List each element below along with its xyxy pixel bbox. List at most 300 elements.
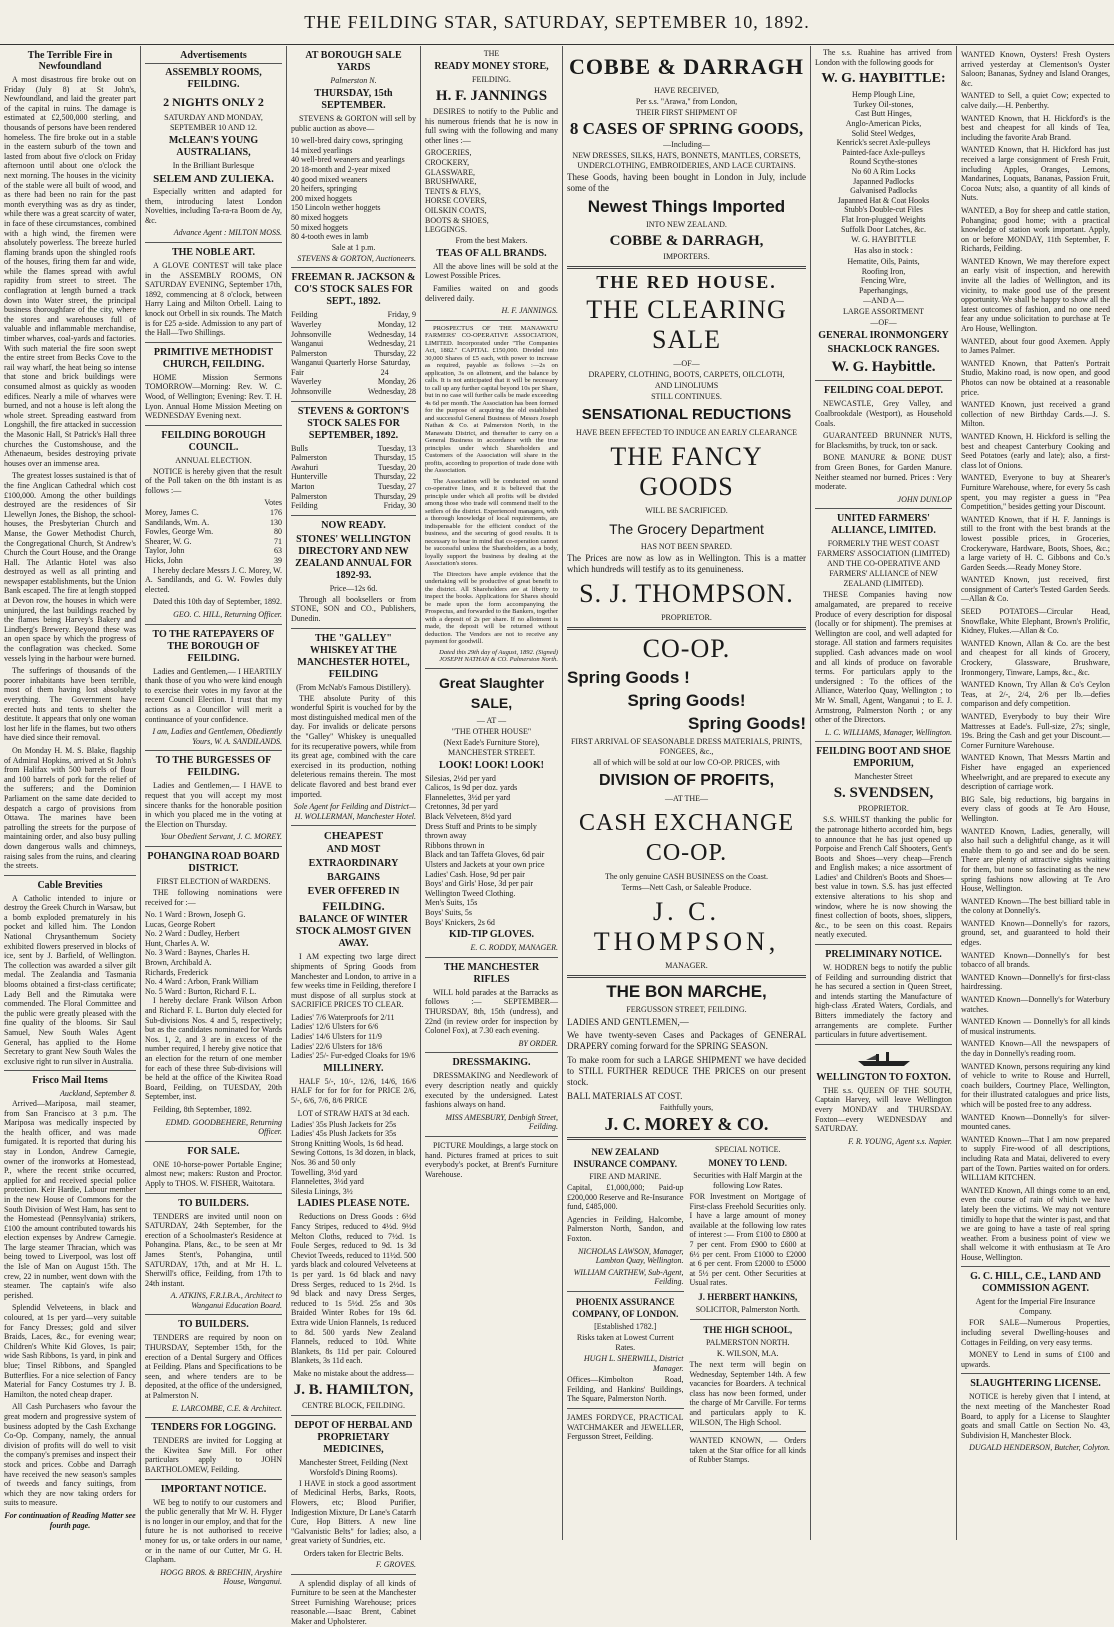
ad-heading: MILLINERY. xyxy=(323,1062,384,1074)
ad-heading: AND MOST xyxy=(326,844,381,856)
list-item: Anglo-American Picks, xyxy=(845,118,922,128)
ad-text: FORMERLY THE WEST COAST FARMERS' ASSOCIATION (LIMITED) AND THE CO-OPERATIVE AND FARMERS' ALLIANCE of NEW ZEALAND (LIMITED). xyxy=(817,539,950,589)
divider xyxy=(815,741,952,742)
ad-text: PROPRIETOR. xyxy=(858,804,909,814)
row-label: Palmerston xyxy=(291,491,327,501)
votes-label: Votes xyxy=(264,498,282,508)
wanted-notice: WANTED Known, persons requiring any kind of vehicle to write to Rouse and Hurrell, coach builders, Courtney Place, Wellington, for their illustrated catalogues and price lists, which will be posted free to any address. xyxy=(961,1061,1110,1109)
prospectus-text: PROSPECTUS OF THE MANAWATU FARMERS' CO-OPERATIVE ASSOCIATION, LIMITED. Incorporated under "The Companies Act, 1882." CAPITAL £150,000. Divided into 30,000 Shares of £5 each, with power to increase as required, payable as follows :—2s on application, 3s on allotment, and the balance by calls. It is not anticipated that it will be necessary to call up any further capital beyond 10s per Share, but in no case will further calls be made exceeding 4s 6d per month. The Association has been formed for the purpose of acquiring the old established and successful General Business of Messrs Joseph Nathan & Co. at Palmerston North, in the Manawatu District, and thereafter to carry on a General Business in accordance with the true principles under which Shareholders and Customers of the Association will share in the profits, according to proportion of trade done with the Association. xyxy=(425,324,558,475)
wanted-notice: WANTED Known—Donnelly's for silver-mounted canes. xyxy=(961,1112,1110,1132)
list-item: Strong Knitting Wools, 1s 6d head. xyxy=(291,1138,404,1148)
ad-date: Dated this 10th day of September, 1892. xyxy=(153,597,282,607)
ad-text: Agencies in Feilding, Halcombe, Palmerston North, Sandon, and Foxton. xyxy=(567,1214,684,1243)
list-item: 20 heifers, springing xyxy=(291,184,357,194)
row-value: Thursday, 22 xyxy=(374,348,416,358)
continuation-note: For continuation of Reading Matter see fourth page. xyxy=(4,1510,136,1530)
notice-ads xyxy=(690,1144,807,1468)
list-row xyxy=(291,492,416,502)
wanted-notice: SEED POTATOES—Circular Head, Snowflake, White Elephant, Brown's Prolific, Kidney, Flukes.—Allan & Co. xyxy=(961,607,1110,636)
ad-text: I hereby declare Messrs J. C. Morey, W. A. Sandilands, and G. W. Fowles duly elected. xyxy=(145,565,282,594)
wanted-notice: WANTED Known, that H. Hickford has just received a large consignment of Fresh Fruit, including Apples, Oranges, Lemons, Mandarines, Loquats, Bananas, Passion Fruit, Cocoa Nuts; also, a quantity of all kinds of Nuts. xyxy=(961,145,1110,203)
ad-text: FOR Investment on Mortgage of First-class Freehold Securities only. I have a large amount of money available at the following low rates of interest :— From £100 to £800 at 7 per cent. From £900 to £600 at 6½ per cent. From £1000 to £2000 at 6 per cent. From £2000 to £5000 at 5½ per cent. Other Securities at Usual rates. xyxy=(689,1192,806,1288)
wanted-notice: WANTED Known, Allan & Co. are the best and cheapest for all kinds of Grocery, Crockery, Glassware, Brushware, Ironmongery, Tinware, Lamps, &c., &c. xyxy=(961,638,1110,677)
ad-text: K. WILSON, M.A. xyxy=(716,1348,779,1358)
ad-heading: THE NOBLE ART. xyxy=(171,246,256,258)
list-item: Boys' Suits, 5s xyxy=(425,908,473,917)
column-wanted xyxy=(957,48,1114,1540)
ad-text: Risks taken at Lowest Current Rates. xyxy=(576,1332,674,1352)
row-value: Monday, 12 xyxy=(377,319,416,329)
list-item: Ladies' 35s Plush Jackets for 25s xyxy=(291,1119,397,1129)
list-item: 50 mixed hoggets xyxy=(291,222,348,232)
ad-text: THE absolute Purity of this wonderful Spirit is vouched for by the most distinguished medical men of the day. For invalids or delicate persons the "Galley" Whiskey is unequalled for its recuperative powers, while from its great age, combined with the care exercised in its production, nothing deleterious remains therein. The most delicate flavored and best brand ever imported. xyxy=(291,693,416,799)
row-label: Johnsonville xyxy=(291,387,332,397)
ad-heading: THE "GALLEY" WHISKEY AT THE MANCHESTER HOTEL, FEILDING xyxy=(297,632,410,680)
list-item: Brown, Archibald A. xyxy=(145,958,212,968)
goods-list xyxy=(815,90,952,234)
ad-signature: NICHOLAS LAWSON, Manager, Lambton Quay, Wellington. xyxy=(578,1246,684,1266)
list-item: LEGGINGS. xyxy=(425,225,467,235)
list-row xyxy=(291,444,416,454)
ad-heading: ASSEMBLY ROOMS, FEILDING. xyxy=(165,67,262,90)
ad-subheading: (From McNab's Famous Distillery). xyxy=(296,682,411,692)
wanted-notice: WANTED Known, Try Allan & Co's Ceylon Teas, at 2/-, 2/4, 2/6 per lb.—defies comparison and defy competition. xyxy=(961,680,1110,709)
ad-heading: DEPOT OF HERBAL AND PROPRIETARY MEDICINES, xyxy=(294,1419,413,1455)
ad-subheading: 2 NIGHTS ONLY 2 xyxy=(163,95,264,109)
row-label: Palmerston xyxy=(291,453,327,463)
ad-heading: COBBE & DARRAGH, xyxy=(609,233,764,249)
ad-heading: STEVENS & GORTON'S STOCK SALES FOR SEPTEMBER, 1892. xyxy=(297,405,410,441)
wanted-notice: WANTED Known—Donnelly's for first-class hairdressing. xyxy=(961,972,1110,992)
divider xyxy=(425,957,558,958)
list-item: Ulsters and Jackets at your own price xyxy=(425,860,545,870)
row-label: Wanganui xyxy=(291,339,324,349)
ad-heading: TENDERS FOR LOGGING. xyxy=(151,1422,276,1434)
ad-heading: CASH EXCHANGE CO-OP. xyxy=(578,810,794,866)
ad-heading: FEILDING BOOT AND SHOE EMPORIUM, xyxy=(816,746,951,770)
divider xyxy=(567,266,806,269)
row-label: Feilding xyxy=(291,501,318,511)
ad-text: Through all booksellers or from STONE, SON and CO., Publishers, Dunedin. xyxy=(291,594,416,623)
ad-text: Manchester Street xyxy=(854,772,913,782)
ad-text: DRAPERY, CLOTHING, BOOTS, CARPETS, OILCLOTH, xyxy=(588,370,785,379)
ad-text: THE s.s. QUEEN OF THE SOUTH, Captain Harvey, will leave Wellington every MONDAY and THURSDAY. Foxton—every WEDNESDAY and SATURDAY. xyxy=(815,1085,952,1134)
ad-text: TENDERS are required by noon on THURSDAY, September 15th, for the erection of a Dental Surgery and Offices at Feilding. Plans and Specifications to be seen, and where tenders are to be deposited, at the office of the undersigned, at Palmerston N. xyxy=(145,1333,282,1401)
ad-text: We have twenty-seven Cases and Packages of GENERAL DRAPERY coming forward for the SPRING SEASON. xyxy=(567,1030,806,1051)
list-item: 20 18-month and 2-year mixed xyxy=(291,164,391,174)
ad-signature: Sole Agent for Feilding and District— H. WOLLERMAN, Manchester Hotel. xyxy=(293,802,416,821)
article-title: Frisco Mail Items xyxy=(32,1075,108,1087)
list-item: 10 well-bred dairy cows, springing xyxy=(291,136,403,146)
wanted-notice: WANTED Known, just received a grand collection of new Birthday Cards.—J. S. Milton. xyxy=(961,400,1110,429)
list-item: Silesias, 2½d per yard xyxy=(425,773,496,783)
section-title: Advertisements xyxy=(145,50,282,64)
ad-heading: J. C. THOMPSON, xyxy=(593,897,780,956)
ad-heading: The Grocery Department xyxy=(609,521,764,537)
ad-text: ONE 10-horse-power Portable Engine; almost new; makers: Ruston and Proctor. Apply to THOS. W. FISHER, Waitotara. xyxy=(145,1159,282,1188)
ad-heading: Great Slaughter SALE, xyxy=(438,674,545,711)
ad-text: STEVENS & GORTON will sell by public auction as above— xyxy=(291,114,416,133)
ad-heading: EVER OFFERED IN xyxy=(307,886,400,898)
ad-signature: E. C. RODDY, MANAGER. xyxy=(470,943,558,953)
list-row xyxy=(145,556,282,566)
article-body: A most disastrous fire broke out on Friday (July 8) at St John's, Newfoundland, and laid the greater part of the capital in ruins. The damage is estimated at £2,500,000 sterling, and thousands of persons have been rendered homeless. The fire broke out in a stable in the eastern suburb of the town and lasted from about five o'clock on Friday afternoon until about one o'clock the next morning. The houses in the vicinity of the stable were all built of wood, and as there had been no rain for the past month everything was as dry as tinder, while there was a great scarcity of water, in face of these circumstances, combined with a high wind, the firemen were absolutely powerless. The breeze hurled flaming brands upon the shingled roofs of the houses, firing them far and wide, while the flames spread with awful rapidity from street to street. The conflagration at length burned a track down into Water street, the principal business thoroughfare of the city, where the stores and warehouses full of valuable and inflammable merchandise, timber wharves, coal-yards and factories. With such material the fire soon swept the entire street from Becks Cove to the rail way wharf, the heat being so intense that stone and brick buildings were consumed almost as quickly as wooden edifices. Nearly a mile of wharves were burned, and not a house is left along the whole street. Spreading eastward from Longshill, the fire attacked in succession the Masonic Hall, St Patrick's Hall three churches the Customshouse, and the Athenaeum, besides destroying private houses over an immense area. xyxy=(4,75,136,468)
divider xyxy=(145,846,282,847)
ad-heading: NEW ZEALAND INSURANCE COMPANY. xyxy=(573,1147,677,1169)
ad-text: FOR SALE—Numerous Properties, including several Dwelling-houses and Cottages in Feilding, on very easy terms. xyxy=(961,1318,1110,1347)
list-row xyxy=(145,508,282,518)
ad-text: DRESSMAKING and Needlework of every description neatly and quickly executed by the undersigned. Latest fashions always on hand. xyxy=(425,1071,558,1110)
list-item: 200 mixed hoggets xyxy=(291,193,352,203)
ad-text: FIRST ARRIVAL OF SEASONABLE DRESS MATERIALS, PRINTS, FONGEES, &c., xyxy=(570,737,802,756)
ad-price: Price—12s 6d. xyxy=(329,583,378,593)
ad-heading: PRIMITIVE METHODIST CHURCH, FEILDING. xyxy=(153,346,274,370)
ad-signature: HOGG BROS. & BRECHIN, Aryshire House, Wanganui. xyxy=(160,1567,282,1587)
row-label: Wanganui Quarterly Horse Fair xyxy=(291,358,377,377)
ad-signature: WILLIAM CARTHEW, Sub-Agent, Feilding. xyxy=(573,1267,684,1287)
ad-text: THEIR FIRST SHIPMENT OF xyxy=(635,108,738,117)
ad-heading: THE RED HOUSE. xyxy=(596,272,777,292)
ad-text: PROPRIETOR. xyxy=(661,613,712,622)
list-item: TENTS & FLYS, xyxy=(425,186,481,196)
divider xyxy=(145,1479,282,1480)
ad-name: J. B. HAMILTON, xyxy=(293,1381,414,1398)
divider xyxy=(291,515,416,516)
ad-text: —AND A— xyxy=(863,296,904,306)
ad-signature: JOHN DUNLOP xyxy=(897,494,952,504)
list-row xyxy=(291,472,416,482)
ad-text: "THE OTHER HOUSE" xyxy=(451,726,532,736)
list-item: Wellington Tweed Clothing. xyxy=(425,888,516,898)
list-item: 14 mixed yearlings xyxy=(291,145,353,155)
list-item: Suffolk Door Latches, &c. xyxy=(841,224,926,234)
wanted-notice: WANTED Known, that if H. F. Jannings is still to the front with the best brands at the lowest possible prices, in Groceries, Crockeryware, Hardware, Boots, Shoes, &c.; a large variety of H. C. Gibbons and Co.'s Garden Seeds.—Ready Money Store. xyxy=(961,514,1110,572)
divider xyxy=(291,401,416,402)
list-item: Japanned Hat & Coat Hooks xyxy=(837,195,930,205)
ad-heading: TEAS OF ALL BRANDS. xyxy=(436,247,547,259)
ad-name: H. F. JANNINGS xyxy=(435,88,548,104)
ad-text: HOME Mission Sermons TOMORROW—Morning: Rev. W. C. Wood, of Wellington; Evening: Rev. T. H. Lyon. Annual Home Mission Meeting on WEDNESDAY Evening next. xyxy=(145,372,282,421)
insurance-ads xyxy=(567,1144,684,1468)
ad-text: THESE Companies having now amalgamated, are prepared to receive Produce of every description for disposal (locally or for shipment). The premises at Wellington are cool, and well adapted for storage. All station and farmers requisites supplied. Cash advances made on wool and all kinds of produce on favorable terms. For particulars apply to the undersigned : To the offices of the Alliance, Waterloo Quay, Wellington ; to Mr W. Small, Agent, Wanganui ; to E. J. Armstrong, Palmerston North ; or any other of the Directors. xyxy=(815,590,952,725)
ad-heading: EXTRAORDINARY xyxy=(308,858,399,870)
ad-text: I AM expecting two large direct shipments of Spring Goods from Manchester and London, to arrive in a few weeks time in Feilding, therefore I must dispose of all surplus stock at SACRIFICE PRICES TO CLEAR. xyxy=(291,952,416,1010)
row-value: Tuesday, 20 xyxy=(377,462,416,472)
ad-heading: TO THE BURGESSES OF FEILDING. xyxy=(155,755,272,779)
ad-heading: KID-TIP GLOVES. xyxy=(448,929,535,941)
ad-text: IMPORTERS. xyxy=(663,252,710,261)
ad-text: INTO NEW ZEALAND. xyxy=(646,220,727,229)
list-item: Hunt, Charles A. W. xyxy=(145,938,210,948)
wanted-notices xyxy=(961,50,1110,1262)
ad-heading: TO BUILDERS. xyxy=(178,1319,249,1331)
ad-heading: UNITED FARMERS' ALLIANCE, LIMITED. xyxy=(831,513,936,537)
ad-text: A GLOVE CONTEST will take place in the ASSEMBLY ROOMS, ON SATURDAY EVENING, September 17th, 1892, commencing at 8 o'clock, between Harry Laing and Milton Orbell. Laing to knock out Orbell in six rounds. The Match is for £25 a-side. Admission to any part of the Hall—Two Shillings. xyxy=(145,260,282,338)
list-row xyxy=(145,546,282,556)
row-value: Wednesday, 28 xyxy=(367,387,416,397)
ad-text: LARGE ASSORTMENT xyxy=(842,307,925,317)
prospectus-text: The Directors have ample evidence that the undertaking will be productive of great benefit to the district. All Shareholders are at liberty to inspect the books. Applications for Shares should be made upon the form accompanying the Prospectus, and forwarded to the Bankers, together with a deposit of 2s per share. If no allotment is made, the deposit will be returned without deduction. The Vendors are not to receive any payment for goodwill. xyxy=(425,570,558,646)
list-item: No 60 A Rim Locks xyxy=(851,166,916,176)
wards-list xyxy=(145,910,282,996)
ad-heading: POHANGINA ROAD BOARD DISTRICT. xyxy=(147,850,280,874)
wanted-notice: WANTED Known—The best billiard table in the colony at Donnelly's. xyxy=(961,896,1110,916)
wanted-notice: WANTED Known, Oysters! Fresh Oysters arrived yesterday at Clementson's Oyster Saloon; Bananas, Sydney and Island Oranges, &c. xyxy=(961,50,1110,88)
list-item: Calicos, 1s 9d per doz. yards xyxy=(425,783,518,793)
wanted-notice: WANTED, about four good Axemen. Apply to James Palmer. xyxy=(961,336,1110,356)
column-news xyxy=(0,48,140,1540)
price-list xyxy=(291,1120,416,1197)
divider xyxy=(567,1408,684,1409)
votes-list xyxy=(145,508,282,566)
ad-dates: SATURDAY AND MONDAY, SEPTEMBER 10 AND 12. xyxy=(164,113,263,132)
divider xyxy=(291,825,416,826)
ad-signature: I am, Ladies and Gentlemen, Obediently Yours, W. A. SANDILANDS. xyxy=(152,727,282,746)
list-item: 40 well-bred weaners and yearlings xyxy=(291,155,405,165)
ad-text: I HAVE in stock a good assortment of Medicinal Herbs, Barks, Roots, Flowers, etc; Blood Purifier, Indigestion Mixture, Dr Lane's Catarrh Cure, Hop Bitters. A new line "Galvanistic Belts" for ladies; also, a great variety of Sundries, etc. xyxy=(291,1478,416,1546)
wanted-notice: WANTED Known—That I am now prepared to supply Fire-wood of all descriptions, including Rata and Matai, delivered to every part of the Town. Parties waited on for orders. WILLIAM KITCHEN. xyxy=(961,1134,1110,1183)
prospectus-text: The Association will be conducted on sound co-operative lines, and it is believed that the principle under which all profits will be divided among those who trade will commend itself to the settlers of the district. Experienced managers, with a thorough knowledge of local requirements, are indispensable for the efficient conduct of the business, and the securing of good results. It is necessary to bear in mind that co-operation cannot be successful unless the Shareholders, as a body, loyally support the business by dealing at the Association's stores. xyxy=(425,477,558,568)
wanted-notice: BIG Sale, big reductions, big bargains in every class of goods at Te Aro House, Wellington. xyxy=(961,794,1110,823)
article-body: The greatest losses sustained is that of the fine Anglican Cathedral which cost £100,000. Among the other buildings destroyed are the residences of Sir Llewellyn Jones, the Bishop, the school-houses, the Presbyterian Church and Manse, the Gower Methodist Church, the Congregational Church, St Andrew's Church the Court House, and the Orange Hall. The Atlantic Hotel was also destroyed as well as all printing and newspaper establishments, but the Union Bank escaped. The fire at length stopped at Devon row, the houses in which were uninjured, the last buildings reached by the flames being Harvey's Bakery and Lindberg's Brewery. Beyond these was an open space by which the progress of the conflagration was checked. Some vessels lying in the harbour were burned. xyxy=(4,471,136,663)
wanted-notice: WANTED Known, That Messrs Martin and Fisher have engaged an experienced Wheelwright, and are prepared to execute any description of carriage work. xyxy=(961,753,1110,792)
list-row xyxy=(291,320,416,330)
ad-date: THURSDAY, 15th SEPTEMBER. xyxy=(314,88,393,111)
ad-text: BALL MATERIALS AT COST. xyxy=(567,1091,683,1101)
ad-place: Palmerston N. xyxy=(330,76,377,85)
list-item: Flannelettes, 3½d per yard xyxy=(425,792,511,802)
list-item: Ladies' 45s Plush Jackets for 35s xyxy=(291,1129,397,1139)
list-item: No. 4 Ward : Arbon, Frank William xyxy=(145,977,259,987)
divider xyxy=(145,750,282,751)
ad-signature: GEO. C. HILL, Returning Officer. xyxy=(173,610,282,619)
row-value: 63 xyxy=(274,546,282,556)
list-item: No. 2 Ward : Dudley, Herbert xyxy=(145,929,240,939)
ad-title: STONES' WELLINGTON DIRECTORY AND NEW ZEALAND ANNUAL FOR 1892-93. xyxy=(295,533,412,581)
list-item: Lucas, George Robert xyxy=(145,919,216,929)
ad-heading: SHACKLOCK RANGES. xyxy=(827,344,940,356)
ad-heading: 8 CASES OF SPRING GOODS, xyxy=(569,119,804,138)
list-item: 80 4-tooth ewes in lamb xyxy=(291,232,369,242)
ad-heading: COBBE & DARRAGH xyxy=(568,54,804,79)
row-label: Feilding xyxy=(291,310,318,320)
row-value: Saturday, 24 xyxy=(380,358,411,377)
ad-heading: THE HIGH SCHOOL, xyxy=(703,1324,793,1335)
ad-heading: FREEMAN R. JACKSON & CO'S STOCK SALES FOR SEPT., 1892. xyxy=(291,272,416,308)
ad-heading: FEILDING. xyxy=(322,899,385,914)
ad-signature: BY ORDER. xyxy=(518,1038,558,1048)
divider xyxy=(4,1070,136,1071)
ad-text: Capital, £1,000,000; Paid-up £200,000 Reserve and Re-Insurance fund, £485,000. xyxy=(567,1183,684,1212)
list-item: Men's Suits, 15s xyxy=(425,898,478,908)
divider xyxy=(425,320,558,321)
row-value: 80 xyxy=(274,527,282,537)
ad-heading: S. J. THOMPSON. xyxy=(579,579,794,608)
ad-heading: Spring Goods ! xyxy=(567,668,690,687)
ad-text: WILL BE SACRIFICED. xyxy=(645,506,728,515)
ad-text: The only genuine CASH BUSINESS on the Coast. xyxy=(604,872,769,881)
ad-heading: PHOENIX ASSURANCE COMPANY, OF LONDON. xyxy=(572,1296,679,1319)
ad-text: The s.s. Ruahine has arrived from London with the following goods for xyxy=(815,48,952,67)
ad-heading: AT BOROUGH SALE YARDS xyxy=(305,50,402,73)
ad-heading: THE CLEARING SALE xyxy=(586,295,787,354)
ad-name: McLEAN'S YOUNG AUSTRALIANS, xyxy=(168,135,259,158)
ad-text: All the above lines will be sold at the Lowest Possible Prices. xyxy=(425,261,558,281)
ad-text: Reductions on Dress Goods : 6½d Fancy Stripes, reduced to 4½d. 9½d Melton Cloths, reduced to 7½d. 1s Foule Serges, reduced to 9d. 1s 3d Cheviot Tweeds, reduced to 11½d. 500 yards black and coloured Velveteens at 1s per yard. 1s 6d black and navy Dress Serges, reduced to 1s 2½d. 1s 9d black and navy Dress Serges, reduced to 1s 5½d. 25s and 30s Braided Winter Robes for 19s 6d. Extra wide Union Flannels, 1s reduced to 8d. 500 yards New Zealand Flannels, reduced to 10d. White Blankets, 8s 11d per pair. Coloured Blankets, 3s 11d each. xyxy=(291,1212,416,1366)
ad-heading: BARGAINS xyxy=(327,872,380,884)
column-stores xyxy=(421,48,562,1540)
ad-text: Sale at 1 p.m. xyxy=(331,242,376,252)
divider xyxy=(145,1141,282,1142)
ad-heading: TO THE RATEPAYERS OF THE BOROUGH OF FEILDING. xyxy=(152,628,275,664)
list-item: Kenrick's secret Axle-pulleys xyxy=(836,138,931,148)
row-value: 71 xyxy=(274,536,282,546)
row-label: Fowles, George Wm. xyxy=(145,527,214,537)
list-item: Solid Steel Wedges, xyxy=(851,128,916,138)
ad-place: FEILDING. xyxy=(472,75,511,84)
row-label: Bulls xyxy=(291,443,308,453)
ad-heading: LADIES PLEASE NOTE. xyxy=(297,1198,410,1210)
row-label: Johnsonville xyxy=(291,329,332,339)
ad-text: —OF— xyxy=(673,359,700,368)
column-display-ads xyxy=(563,48,810,1540)
list-row xyxy=(291,339,416,349)
ad-text: GUARANTEED BRUNNER NUTS, for Blacksmiths, by truck, ton or sack. xyxy=(815,431,952,450)
divider xyxy=(567,1137,806,1140)
ad-text: Agent for the Imperial Fire Insurance Company. xyxy=(975,1297,1096,1317)
list-item: BOOTS & SHOES, xyxy=(425,215,489,225)
ad-heading: J. HERBERT HANKINS, xyxy=(698,1291,798,1302)
list-item: 80 mixed hoggets xyxy=(291,212,348,222)
divider xyxy=(145,342,282,343)
divider xyxy=(425,1052,558,1053)
list-item: Turkey Oil-stones, xyxy=(853,99,914,109)
ad-signature: H. F. JANNINGS. xyxy=(501,306,558,316)
ad-text: Terms—Nett Cash, or Saleable Produce. xyxy=(621,883,752,892)
ad-subheading: ANNUAL ELECTION. xyxy=(175,455,252,465)
ad-signature: STEVENS & GORTON, Auctioneers. xyxy=(297,253,416,263)
ad-heading: Spring Goods! xyxy=(687,714,806,733)
divider xyxy=(961,1266,1110,1267)
ad-text: — AT — xyxy=(476,715,507,725)
ad-text: TENDERS are invited for Logging at the Kiwitea Saw Mill. For other particulars apply to JOHN BARTHOLOMEW, Feilding. xyxy=(145,1436,282,1474)
list-row xyxy=(145,518,282,528)
ad-text: STILL CONTINUES. xyxy=(651,392,722,401)
list-item: Silesia Linings, 3½ xyxy=(291,1186,353,1196)
dateline: Auckland, September 8. xyxy=(60,1089,136,1099)
row-label: Waverley xyxy=(291,319,322,329)
list-item: Round Scythe-stones xyxy=(849,157,918,167)
divider xyxy=(961,1373,1110,1374)
ad-heading: G. C. HILL, C.E., LAND AND COMMISSION AGENT. xyxy=(970,1271,1101,1295)
ad-text: PALMERSTON NORTH. xyxy=(705,1337,790,1347)
wanted-notice: WANTED Known—Donnelly's for best tobacco of all brands. xyxy=(961,950,1110,970)
row-label: Marton xyxy=(291,482,315,492)
ad-heading: NOW READY. xyxy=(321,519,386,531)
ad-name: SELEM AND ZULIEKA. xyxy=(153,173,274,185)
ad-heading: IMPORTANT NOTICE. xyxy=(160,1483,267,1495)
list-item: Ladies' 25/- Fur-edged Cloaks for 19/6 xyxy=(291,1051,416,1061)
divider xyxy=(815,944,952,945)
ad-text: Especially written and adapted for them, introducing latest London Novelties, including Ta-ra-ra Boom de Ay, &c. xyxy=(145,187,282,225)
sales-list xyxy=(291,444,416,511)
ad-heading: TO BUILDERS. xyxy=(178,1197,249,1209)
ad-text: —AT THE— xyxy=(664,794,709,803)
bottom-ads xyxy=(567,1144,806,1468)
ad-heading: Newest Things Imported xyxy=(587,197,786,216)
ad-text: A splendid display of all kinds of Furniture to be seen at the Manchester Street Furnishing Warehouse; prices reasonable.—Isaac Brent, Cabinet Maker and Upholsterer. xyxy=(291,1578,416,1626)
list-item: Ladies' Cash. Hose, 9d per pair xyxy=(425,869,525,879)
ad-text: The Prices are now as low as in Wellington. This is a matter which hundreds will testify as to its genuineness. xyxy=(567,553,806,574)
article-body: Splendid Velveteens, in black and coloured, at 1s per yard—very suitable for Fancy Dresses; gold and silver Braids, Laces, &c., for evening wear; Children's White Kid Gloves, 1s pair; wide Sash Ribbons, 1s yard, in pink and blue; Tinsel Ribbons, and Spangled Butterflies. For a nice selection of Fancy Material for Fancy Costumes try J. B. Hamilton, the noted cheap draper. xyxy=(4,1303,136,1399)
ad-text: —Including— xyxy=(663,140,710,149)
ad-text: Faithfully yours, xyxy=(659,1103,714,1112)
row-value: Thursday, 29 xyxy=(374,491,416,501)
list-item: Flat Iron-plugged Weights xyxy=(841,214,926,224)
ad-text: Make no mistake about the address— xyxy=(293,1368,414,1378)
wanted-notice: WANTED Known, All things come to an end, even the course of rain of which we have lately been the victims. We may not venture timidly to hope that the winter is past, and that we are going to have a taste of real spring weather. From a business point of view we shall welcome it with enthusiasm at Te Aro House, Wellington. xyxy=(961,1185,1110,1262)
ad-text: Per s.s. "Arawa," from London, xyxy=(635,97,738,106)
list-item: Fencing Wire, xyxy=(860,276,907,286)
row-value: Tuesday, 27 xyxy=(377,482,416,492)
ad-text: These Goods, having been bought in London in July, include some of the xyxy=(567,172,806,193)
row-value: Friday, 30 xyxy=(383,501,416,511)
ad-text: —OF— xyxy=(870,318,897,328)
list-item: Black Velveteen, 8½d yard xyxy=(425,812,512,822)
wanted-notice: WANTED Known — Donnelly's for all kinds of musical instruments. xyxy=(961,1017,1110,1036)
list-item: Ladies' 7/6 Waterproofs for 2/11 xyxy=(291,1012,395,1022)
list-item: Roofing Iron, xyxy=(861,266,906,276)
list-item: BRUSHWARE, xyxy=(425,177,477,187)
goods-list xyxy=(425,148,558,234)
wanted-notice: WANTED Known, that Patten's Portrait Studio, Makino road, is now open, and good Photos can now be obtained at a reasonable price. xyxy=(961,358,1110,397)
row-label: Waverley xyxy=(291,377,322,387)
list-row xyxy=(291,482,416,492)
ad-text: PICTURE Mouldings, a large stock on hand. Pictures framed at prices to suit everybody's pocket, at Brent's Furniture Warehouse. xyxy=(425,1140,558,1179)
row-value: Wednesday, 21 xyxy=(367,339,416,349)
ad-text: To make room for such a LARGE SHIPMENT we have decided to STILL FURTHER REDUCE THE PRICES on our present stock. xyxy=(567,1055,806,1087)
ad-text: W. HODREN begs to notify the public of Feilding and surrounding district that he has secured a section in Queen Street, and intends starting the Manufacture of high-class Ærated Waters, Cordials, and Bitters immediately the factory and arrangements are complete. Further particulars in future advertisement. xyxy=(815,963,952,1040)
list-item: Hematite, Oils, Paints, xyxy=(847,257,920,267)
ad-heading: CHEAPEST xyxy=(323,830,384,843)
sales-list xyxy=(291,310,416,396)
list-item: Painted-face Axle-pulleys xyxy=(842,147,925,157)
list-row xyxy=(145,527,282,537)
ad-signature: Your Obedient Servant, J. C. MOREY. xyxy=(160,832,282,842)
divider xyxy=(145,1417,282,1418)
list-item: Galvanised Padlocks xyxy=(850,186,917,196)
list-item: GLASSWARE, xyxy=(425,167,476,177)
article-body: A Catholic intended to injure or destroy the Greek Church in Warsaw, but a bomb exploded prematurely in his pocket and killed him. The London National Chrysanthemum Society exhibited flowers preserved in blocks of ice, sent by J. Barfield, of Wellington. The collection was awarded a silver gilt medal. The Zealandia and Tasmania blooms obtained a first-class certificate; Lady Bell and the Rimutaka were commended. The Floral Committee and the public were greatly pleased with the fine quality of the blooms. Sir Saul Samuel, New South Wales Agent General, has applied to the Home Secretary to grant New South Wales the exclusive right to run silver in Australia. xyxy=(4,893,136,1066)
ad-small: THE xyxy=(483,49,500,58)
divider xyxy=(145,1193,282,1194)
row-label: Palmerston xyxy=(291,348,327,358)
ad-heading: MONEY TO LEND. xyxy=(708,1158,788,1168)
ad-heading: J. C. MOREY & CO. xyxy=(604,1114,769,1134)
divider xyxy=(291,267,416,268)
ad-heading: GENERAL IRONMONGERY xyxy=(818,330,949,342)
ad-text: [Established 1782.] xyxy=(594,1321,657,1331)
list-item: Dress Stuff and Prints to be simply thrown away xyxy=(425,821,537,841)
ad-text: NOTICE is hereby given that I intend, at the next meeting of the Manchester Road Board, to apply for a License to Slaughter goats and small Cattle on Section No. 43, Subdivision H, Manchester Block. xyxy=(961,1392,1110,1440)
list-item: OILSKIN COATS, xyxy=(425,205,487,215)
list-item: Richards, Frederick xyxy=(145,967,209,977)
column-hardware xyxy=(811,48,956,1540)
ad-subheading: Manchester Street, Feilding (Next Worsfold's Dining Rooms). xyxy=(299,1457,408,1477)
wanted-notice: WANTED Known, Ladies, generally, will also hail such a delightful change, as it will enable them to go and see and do be seen. There are plenty of attractive sights waiting for them, but none so fascinating as the new spring fashions now allowing at Te Aro House, Wellington. xyxy=(961,826,1110,894)
list-item: Flannelettes, 3½d yard xyxy=(291,1177,364,1187)
ad-heading: THE FANCY GOODS xyxy=(610,442,763,501)
